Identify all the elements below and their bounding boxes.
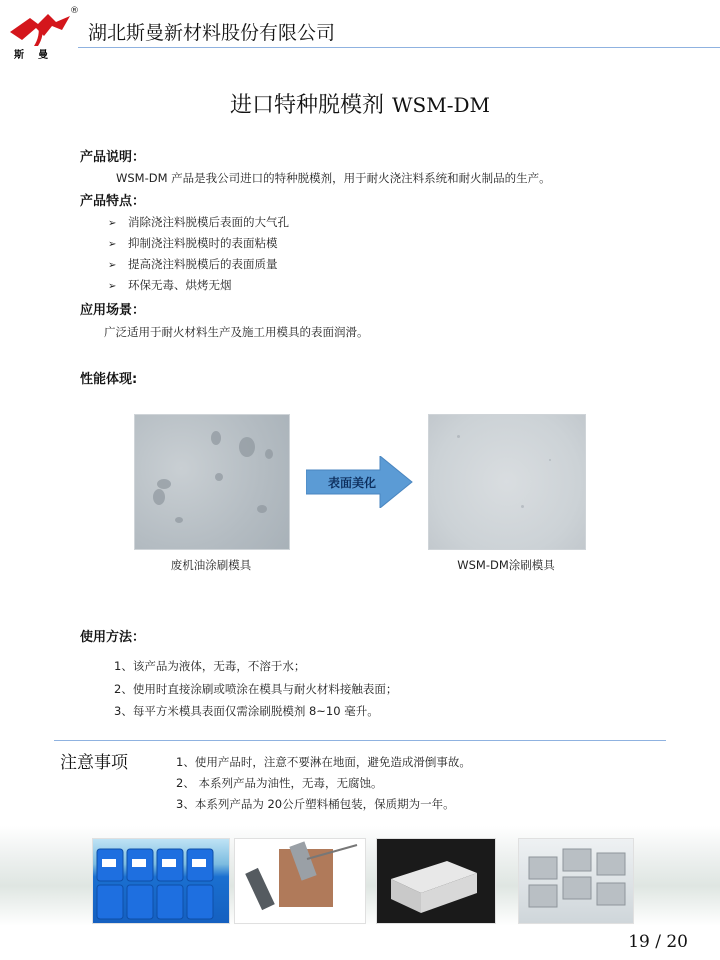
- note-item: 3、本系列产品为 20公斤塑料桶包装，保质期为一年。: [176, 797, 455, 811]
- company-name: 湖北斯曼新材料股份有限公司: [88, 22, 336, 44]
- arrow-label: 表面美化: [327, 476, 376, 490]
- logo-text: 斯曼: [14, 50, 62, 61]
- banner-photo-bricks: [518, 838, 634, 924]
- notes-heading: 注意事项: [60, 753, 128, 773]
- notes-divider: [54, 740, 666, 741]
- feature-text: 环保无毒、烘烤无烟: [128, 278, 232, 292]
- usage-item: 2、使用时直接涂刷或喷涂在模具与耐火材料接触表面；: [114, 682, 398, 696]
- feature-item: [108, 256, 278, 272]
- features-heading: 产品特点：: [80, 194, 146, 209]
- description-heading: 产品说明：: [80, 150, 146, 165]
- description-text: WSM-DM 产品是我公司进口的特种脱模剂，用于耐火浇注料系统和耐火制品的生产。: [116, 171, 551, 185]
- banner-photo-molds: [234, 838, 366, 924]
- caption-after: WSM-DM涂刷模具: [457, 558, 555, 572]
- after-photo: [428, 414, 586, 550]
- feature-text: 抑制浇注料脱模时的表面粘模: [128, 236, 278, 250]
- usage-heading: 使用方法：: [80, 630, 146, 645]
- arrow-bullet-icon: ➢: [108, 260, 117, 271]
- note-item: 1、使用产品时，注意不要淋在地面，避免造成滑倒事故。: [176, 755, 471, 769]
- arrow-bullet-icon: ➢: [108, 239, 117, 250]
- feature-item: [108, 214, 289, 230]
- usage-item: 1、该产品为液体，无毒，不溶于水；: [114, 659, 306, 673]
- page-number: 19 / 20: [628, 932, 688, 952]
- header-divider: [78, 47, 720, 48]
- applications-heading: 应用场景：: [80, 303, 146, 318]
- banner-photo-barrels: [92, 838, 230, 924]
- before-photo: [134, 414, 290, 550]
- feature-text: 提高浇注料脱模后的表面质量: [128, 257, 278, 271]
- model-code: WSM-DM: [392, 93, 491, 117]
- banner-photo-blocks: [376, 838, 496, 924]
- document-title: [0, 88, 720, 119]
- usage-item: 3、每平方米模具表面仅需涂刷脱模剂 8~10 毫升。: [114, 704, 379, 718]
- applications-text: 广泛适用于耐火材料生产及施工用模具的表面润滑。: [104, 325, 369, 339]
- note-item: 2、 本系列产品为油性，无毒，无腐蚀。: [176, 776, 383, 790]
- feature-item: [108, 235, 278, 251]
- performance-heading: 性能体现:: [80, 372, 138, 387]
- feature-text: 消除浇注料脱模后表面的大气孔: [128, 215, 289, 229]
- arrow-bullet-icon: ➢: [108, 218, 117, 229]
- arrow-bullet-icon: ➢: [108, 281, 117, 292]
- feature-item: [108, 277, 232, 293]
- registered-mark: ®: [70, 6, 79, 16]
- title-text: 进口特种脱模剂: [229, 93, 384, 118]
- caption-before: 废机油涂刷模具: [170, 558, 252, 572]
